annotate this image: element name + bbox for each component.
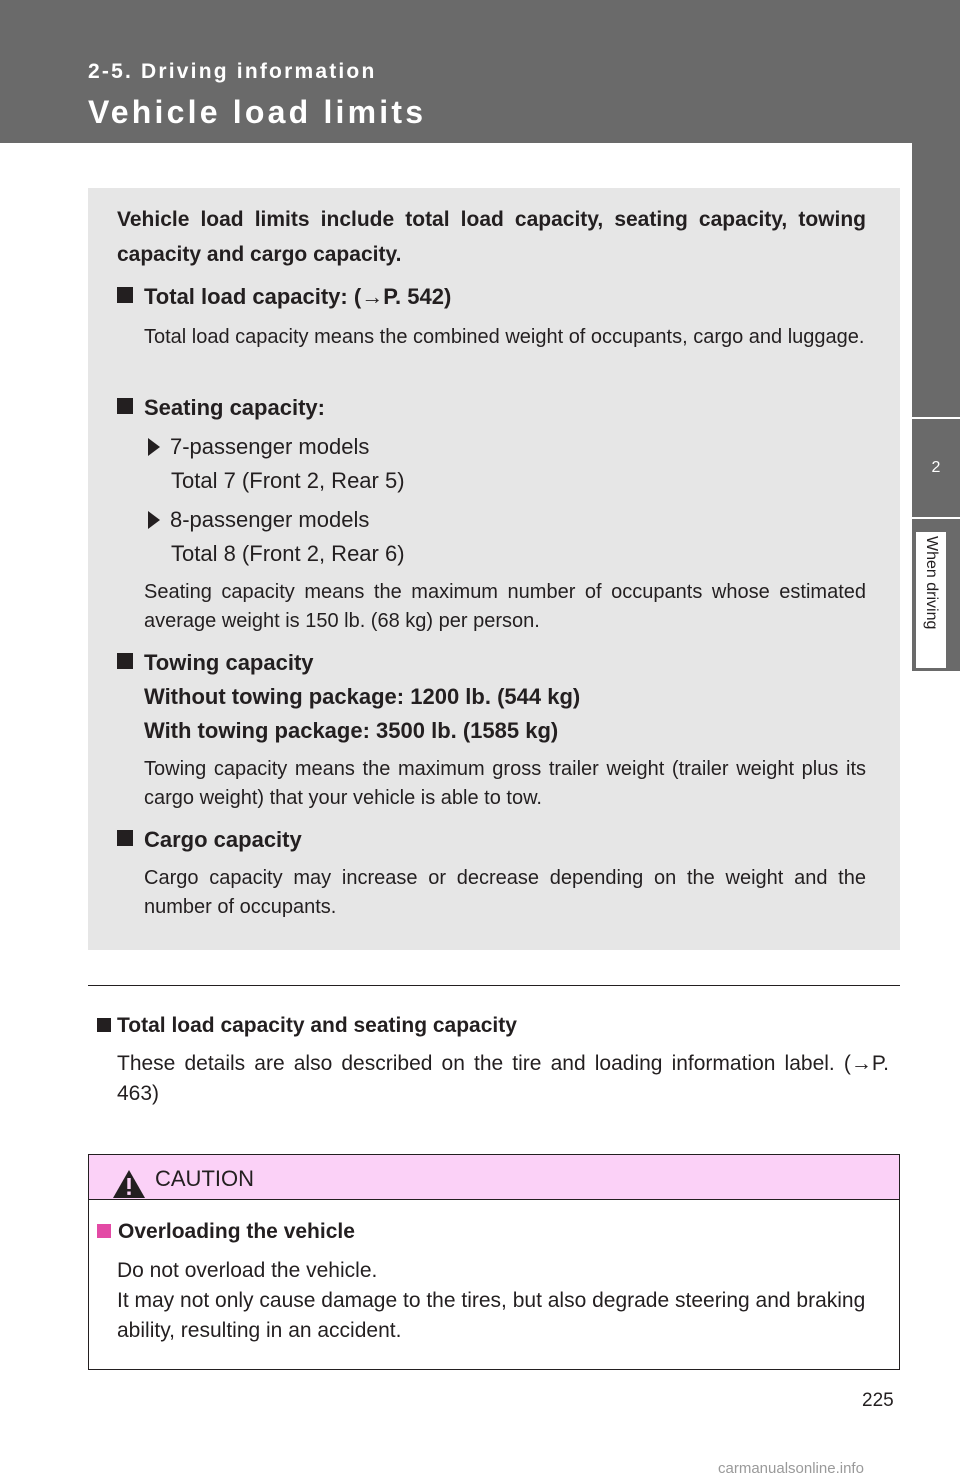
caution-line-2: It may not only cause damage to the tires, but also degrade steering and braking ability, resulting in an accident.	[117, 1289, 866, 1342]
page-number: 225	[862, 1390, 894, 1411]
towing-without-package: Without towing package: 1200 lb. (544 kg)	[144, 684, 581, 709]
towing-heading	[117, 650, 314, 676]
caution-heading-text: Overloading the vehicle	[118, 1220, 355, 1243]
watermark: carmanualsonline.info	[718, 1460, 864, 1477]
intro-text: Vehicle load limits include total load capacity, seating capacity, towing capacity and cargo capacity.	[117, 208, 866, 266]
triangle-bullet-icon	[148, 511, 160, 529]
caution-box	[88, 1154, 900, 1370]
note-heading-text: Total load capacity and seating capacity	[117, 1014, 517, 1037]
note-heading	[97, 1014, 517, 1038]
triangle-bullet-icon	[148, 438, 160, 456]
towing-heading-text: Towing capacity	[144, 650, 314, 675]
square-bullet-icon	[117, 398, 133, 414]
square-bullet-icon	[117, 653, 133, 669]
towing-with-package: With towing package: 3500 lb. (1585 kg)	[144, 718, 559, 743]
square-bullet-icon	[117, 830, 133, 846]
model-name: 8-passenger models	[170, 507, 370, 532]
arrow-icon: →	[361, 284, 384, 309]
page-header	[0, 0, 960, 143]
square-bullet-icon	[117, 287, 133, 303]
chapter-label: When driving	[916, 532, 946, 668]
total-load-heading-text: Total load capacity: (	[144, 284, 362, 309]
caution-line-1: Do not overload the vehicle.	[117, 1259, 378, 1282]
cargo-heading-text: Cargo capacity	[144, 827, 302, 852]
section-label: 2-5. Driving information	[88, 60, 377, 83]
note-text: These details are also described on the tire and loading information label. (→P. 463)	[117, 1052, 889, 1105]
total-load-text: Total load capacity means the combined weight of occupants, cargo and luggage.	[144, 326, 865, 348]
total-load-heading	[117, 284, 451, 310]
model-item-8	[148, 503, 369, 537]
square-bullet-icon	[97, 1018, 111, 1032]
cargo-text: Cargo capacity may increase or decrease depending on the weight and the number of occupants.	[144, 867, 866, 918]
model-name: 7-passenger models	[170, 434, 370, 459]
warning-icon	[112, 1169, 146, 1199]
model-detail-7: Total 7 (Front 2, Rear 5)	[171, 468, 405, 493]
seating-heading	[117, 395, 325, 421]
page-reference: P. 542)	[383, 284, 452, 309]
square-bullet-icon	[97, 1224, 111, 1238]
caution-label: CAUTION	[155, 1166, 254, 1191]
page-title: Vehicle load limits	[88, 94, 427, 130]
caution-header	[89, 1155, 899, 1200]
model-detail-8: Total 8 (Front 2, Rear 6)	[171, 541, 405, 566]
side-tab-top	[912, 143, 960, 417]
seating-text: Seating capacity means the maximum number of occupants whose estimated average weight is 150 lb. (68 kg) per person.	[144, 581, 866, 632]
seating-heading-text: Seating capacity:	[144, 395, 325, 420]
caution-heading	[97, 1220, 355, 1244]
caution-text	[117, 1256, 891, 1346]
divider	[88, 985, 900, 986]
model-item-7	[148, 430, 369, 464]
chapter-number-tab: 2	[912, 419, 960, 517]
cargo-heading	[117, 827, 302, 853]
towing-text: Towing capacity means the maximum gross trailer weight (trailer weight plus its cargo weight) that your vehicle is able to tow.	[144, 758, 866, 809]
